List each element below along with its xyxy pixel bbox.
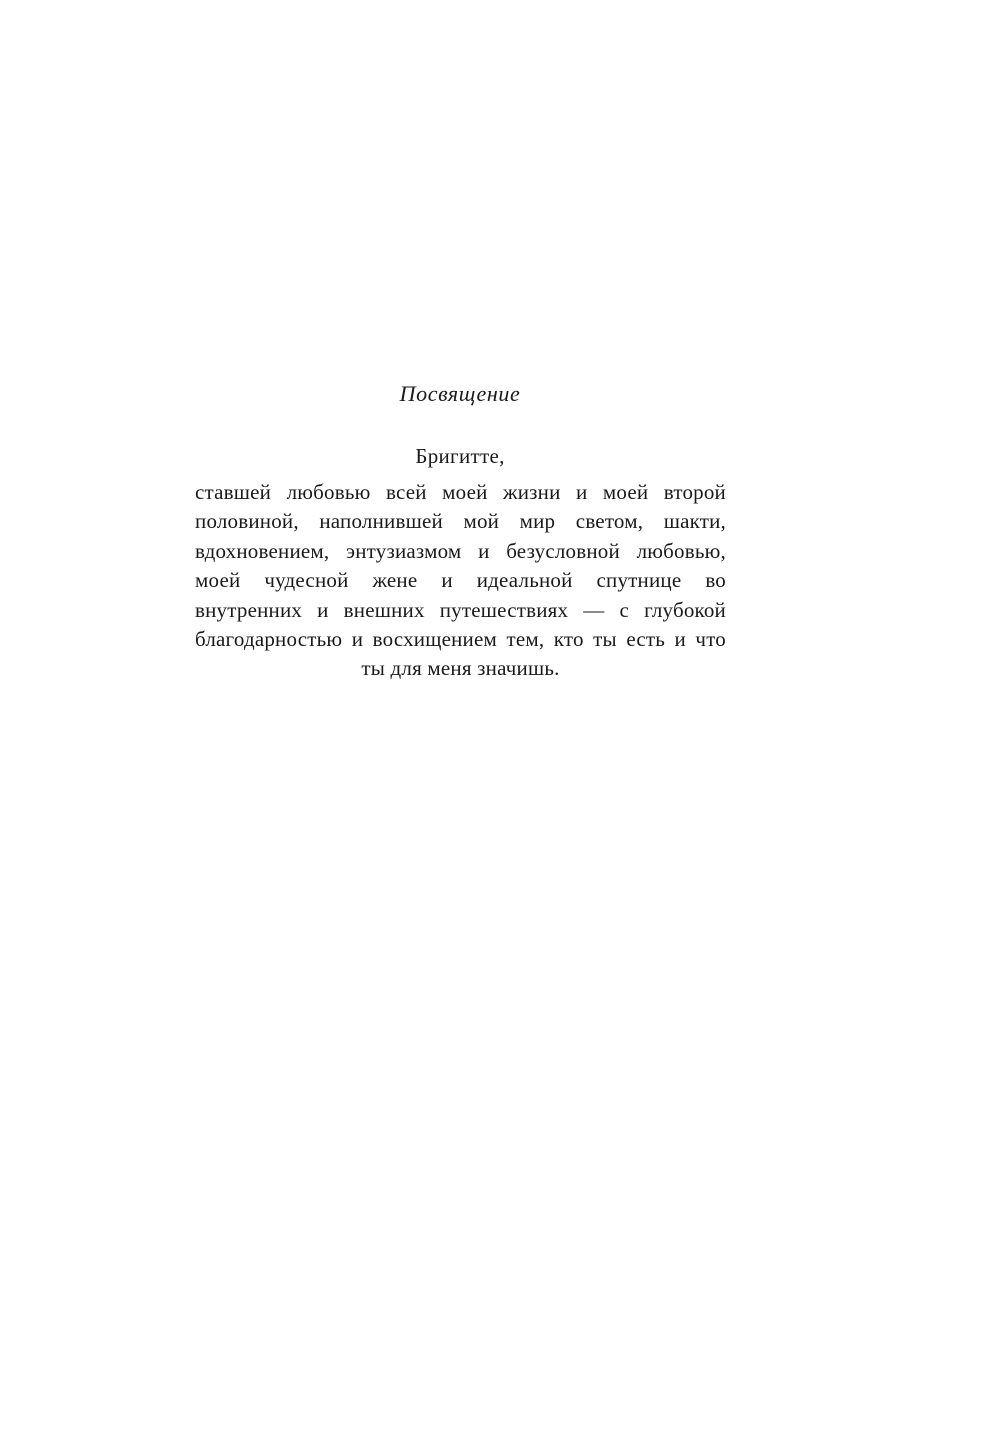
dedication-line: ставшей любовью всей моей жизни и моей второй (195, 480, 726, 504)
dedication-line: моей чудесной жене и идеальной спутнице во (195, 568, 726, 593)
dedication-line: внутренних и внешних путешествиях — с глубокой (195, 597, 726, 622)
dedication-line: половиной, наполнившей мой мир светом, шакти, (195, 509, 726, 534)
dedication-text (195, 478, 726, 684)
dedication-line: благодарностью и восхищением тем, кто ты есть и что (195, 627, 726, 652)
dedication-line-last: ты для меня значишь. (361, 656, 560, 681)
dedication-heading: Посвящение (399, 381, 521, 406)
dedication-line: вдохновением, энтузиазмом и безусловной любовью, (195, 538, 726, 563)
dedication-addressee: Бригитте, (415, 444, 505, 468)
